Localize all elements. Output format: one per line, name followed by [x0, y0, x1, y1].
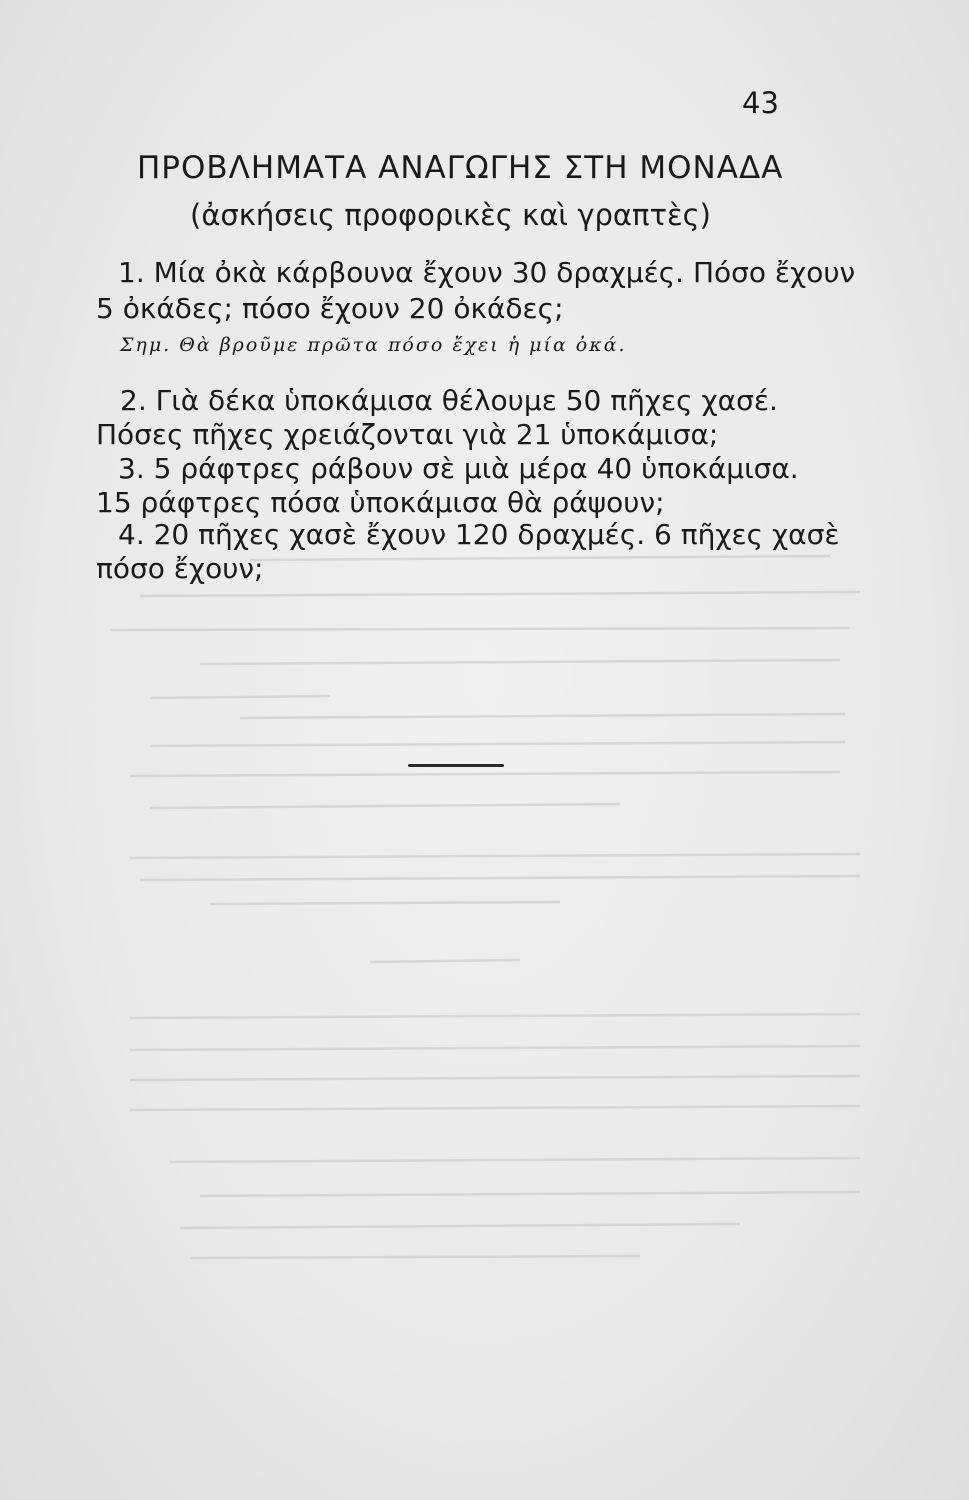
page-subtitle: (ἀσκήσεις προφορικὲς καὶ γραπτὲς)	[190, 198, 711, 232]
exercise-1-line-2: 5 ὀκάδες; πόσο ἔχουν 20 ὀκάδες;	[96, 292, 564, 325]
exercise-1-note: Σημ. Θὰ βροῦμε πρῶτα πόσο ἔχει ἡ μία ὀκά.	[120, 334, 627, 356]
exercise-2-line-2: Πόσες πῆχες χρειάζονται γιὰ 21 ὑποκάμισα;	[96, 418, 719, 451]
exercise-2-line-1: 2. Γιὰ δέκα ὑποκάμισα θέλουμε 50 πῆχες χασέ.	[120, 384, 778, 417]
exercise-1-line-1: 1. Μία ὀκὰ κάρβουνα ἔχουν 30 δραχμές. Πόσο ἔχουν	[118, 256, 856, 289]
exercise-3-line-2: 15 ράφτρες πόσα ὑποκάμισα θὰ ράψουν;	[96, 486, 665, 519]
exercise-4-line-2: πόσο ἔχουν;	[96, 552, 264, 585]
exercise-4-line-1: 4. 20 πῆχες χασὲ ἔχουν 120 δραχμές. 6 πῆχες χασὲ	[118, 518, 840, 551]
section-divider-rule	[408, 764, 504, 767]
page-number: 43	[742, 86, 779, 120]
page-title: ΠΡΟΒΛΗΜΑΤΑ ΑΝΑΓΩΓΗΣ ΣΤΗ ΜΟΝΑΔΑ	[137, 150, 784, 186]
exercise-3-line-1: 3. 5 ράφτρες ράβουν σὲ μιὰ μέρα 40 ὑποκάμισα.	[118, 452, 799, 485]
